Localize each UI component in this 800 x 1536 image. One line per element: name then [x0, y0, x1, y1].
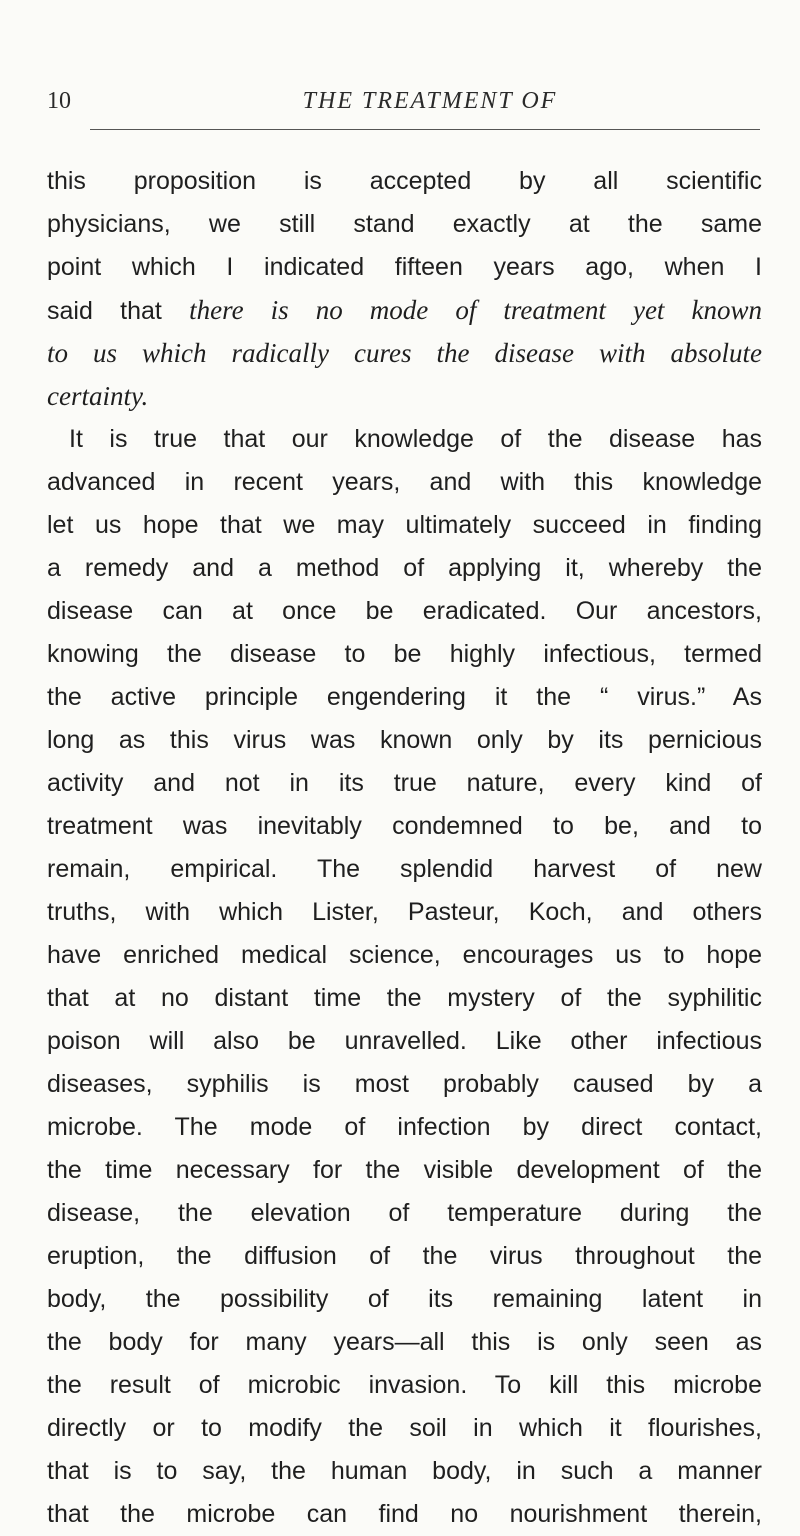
text-line: the body for many years—all this is only seen as: [47, 1328, 762, 1356]
page-header: [40, 88, 760, 128]
text-line: treatment was inevitably condemned to be, and to: [47, 812, 762, 840]
body-text: [47, 160, 762, 1536]
text-line: eruption, the diffusion of the virus throughout the: [47, 1242, 762, 1270]
text-line: activity and not in its true nature, every kind of: [47, 769, 762, 797]
running-title: THE TREATMENT OF: [302, 88, 558, 114]
text-line: that the microbe can find no nourishment therein,: [47, 1500, 762, 1528]
text-line: physicians, we still stand exactly at the same: [47, 210, 762, 238]
text-line: advanced in recent years, and with this knowledge: [47, 468, 762, 496]
text-line: point which I indicated fifteen years ago, when I: [47, 253, 762, 281]
text-line: the result of microbic invasion. To kill this microbe: [47, 1371, 762, 1399]
text-line: remain, empirical. The splendid harvest of new: [47, 855, 762, 883]
text-line: a remedy and a method of applying it, whereby the: [47, 554, 762, 582]
page-number: 10: [47, 88, 71, 114]
text-line: the active principle engendering it the “ virus.” As: [47, 683, 762, 711]
text-italic: there is no mode of treatment yet known: [189, 295, 762, 325]
paragraph-2: [47, 418, 762, 1536]
text-line: disease can at once be eradicated. Our ancestors,: [47, 597, 762, 625]
text-line: disease, the elevation of temperature during the: [47, 1199, 762, 1227]
text-line: have enriched medical science, encourages us to hope: [47, 941, 762, 969]
text-line: the time necessary for the visible development of the: [47, 1156, 762, 1184]
text-line: that at no distant time the mystery of the syphilitic: [47, 984, 762, 1012]
text-line-italic: to us which radically cures the disease with absolute: [47, 338, 762, 368]
paragraph-1: [47, 160, 762, 418]
text-line: long as this virus was known only by its pernicious: [47, 726, 762, 754]
header-rule: [90, 129, 760, 130]
text-line: truths, with which Lister, Pasteur, Koch, and others: [47, 898, 762, 926]
text-line: that is to say, the human body, in such a manner: [47, 1457, 762, 1485]
text-line: microbe. The mode of infection by direct contact,: [47, 1113, 762, 1141]
text-line: directly or to modify the soil in which it flourishes,: [47, 1414, 762, 1442]
text-line-italic: certainty.: [47, 381, 149, 411]
text-line: [47, 289, 762, 332]
text-line: poison will also be unravelled. Like other infectious: [47, 1027, 762, 1055]
text-line: this proposition is accepted by all scientific: [47, 167, 762, 195]
text-line: knowing the disease to be highly infectious, termed: [47, 640, 762, 668]
text-line: It is true that our knowledge of the disease has: [69, 425, 762, 453]
text-line: let us hope that we may ultimately succeed in finding: [47, 511, 762, 539]
text-line: body, the possibility of its remaining latent in: [47, 1285, 762, 1313]
text-roman: said that: [47, 297, 162, 325]
text-line: diseases, syphilis is most probably caused by a: [47, 1070, 762, 1098]
